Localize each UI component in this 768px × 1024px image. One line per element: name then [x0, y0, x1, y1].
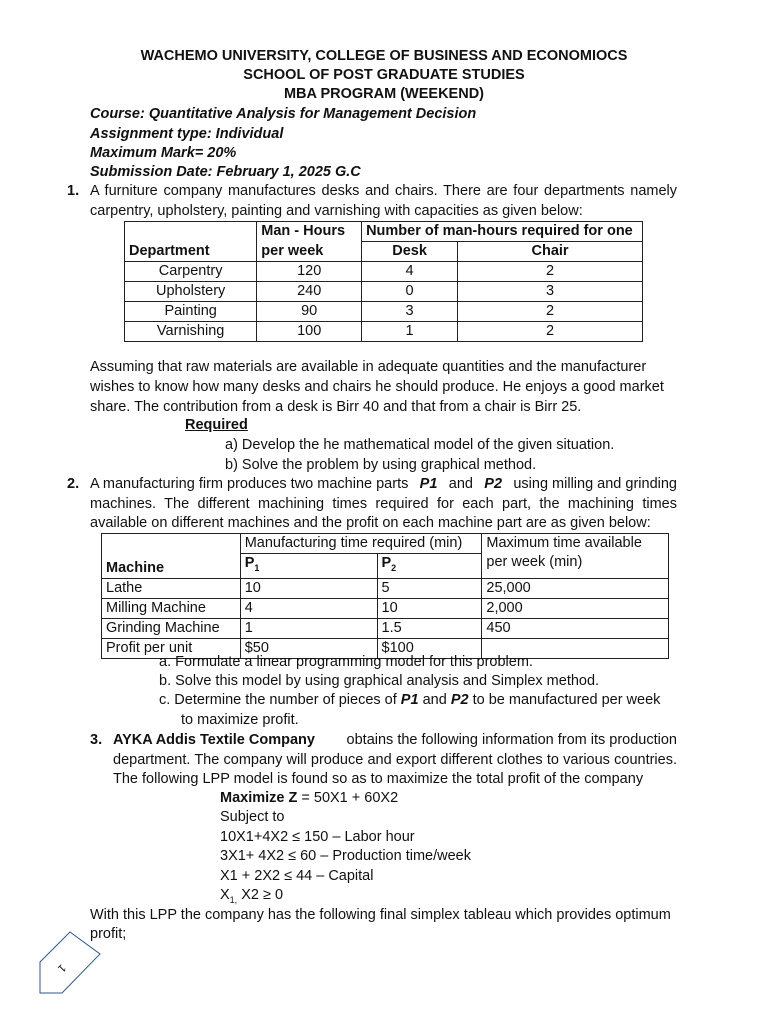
page-number-marker — [38, 930, 104, 1000]
q2-header-max-line1: Maximum time available — [486, 535, 642, 551]
q1-para-line2: wishes to know how many desks and chairs he should produce. He enjoys a good market — [90, 379, 664, 395]
q1-cell-desk: 3 — [362, 302, 458, 322]
q1-text-line2: carpentry, upholstery, painting and varnishing with capacities as given below: — [90, 203, 583, 219]
table-row — [125, 322, 643, 342]
q2-cell-p1: 10 — [240, 578, 377, 598]
table-row — [102, 618, 669, 638]
q2-cell-machine: Grinding Machine — [102, 618, 241, 638]
q2-item-c: c. Determine the number of pieces of P1 and P2 to be manufactured per week — [159, 692, 661, 708]
q2-line1-and: and — [448, 476, 473, 492]
q1-cell-desk: 0 — [362, 282, 458, 302]
q1-cell-hours: 100 — [257, 322, 362, 342]
school-title: SCHOOL OF POST GRADUATE STUDIES — [243, 67, 525, 83]
q1-cell-hours: 240 — [257, 282, 362, 302]
q3-line1-rest: obtains the following information from its production — [346, 732, 677, 748]
q1-para-line1: Assuming that raw materials are available in adequate quantities and the manufacturer — [90, 359, 647, 375]
q1-item-b: b) Solve the problem by using graphical method. — [225, 457, 537, 473]
q2-cell-p2: 1.5 — [377, 618, 482, 638]
q3-objective: Maximize Z = 50X1 + 60X2 — [220, 790, 399, 806]
q3-text-line1 — [113, 731, 677, 750]
university-title: WACHEMO UNIVERSITY, COLLEGE OF BUSINESS AND ECONOMIOCS — [140, 48, 628, 64]
assignment-type: Assignment type: Individual — [90, 126, 284, 142]
q1-cell-dept: Upholstery — [125, 282, 257, 302]
q1-item-a: a) Develop the he mathematical model of the given situation. — [225, 437, 615, 453]
q3-final-line1: With this LPP the company has the following final simplex tableau which provides optimum — [90, 907, 671, 923]
q2-header-time: Manufacturing time required (min) — [240, 534, 482, 554]
q2-cell-p2: 10 — [377, 598, 482, 618]
table-row — [125, 262, 643, 282]
q1-cell-chair: 2 — [458, 262, 643, 282]
q3-text-line3: The following LPP model is found so as to maximize the total profit of the company — [113, 771, 644, 787]
q1-text-line1: A furniture company manufactures desks and chairs. There are four departments namely — [90, 183, 677, 199]
q2-item-b: b. Solve this model by using graphical analysis and Simplex method. — [159, 673, 600, 689]
q2-header-max — [482, 534, 669, 579]
q2-machine-table — [101, 533, 669, 659]
q2-part-p2: P2 — [484, 476, 503, 492]
page-number: 1 — [55, 961, 68, 975]
q1-header-department: Department — [125, 222, 257, 262]
q1-cell-dept: Varnishing — [125, 322, 257, 342]
q2-cell-p2: 5 — [377, 578, 482, 598]
q1-header-required: Number of man-hours required for one — [362, 222, 643, 242]
q2-part-p1: P1 — [419, 476, 438, 492]
q2-line1-start: A manufacturing firm produces two machine parts — [90, 476, 409, 492]
q1-cell-hours: 90 — [257, 302, 362, 322]
table-row — [102, 578, 669, 598]
course-line: Course: Quantitative Analysis for Management Decision — [90, 106, 477, 122]
q1-header-hours: Man - Hours — [257, 222, 362, 242]
q1-para-line3: share. The contribution from a desk is Birr 40 and that from a chair is Birr 25. — [90, 399, 582, 415]
q2-c-p1: P1 — [400, 692, 419, 708]
q2-header-p2: $P_2$ — [377, 554, 482, 579]
q2-c-p2: P2 — [450, 692, 469, 708]
q1-number: 1. — [67, 183, 80, 199]
q1-cell-chair: 2 — [458, 322, 643, 342]
q2-cell-p2: $100 — [377, 638, 482, 658]
table-row — [125, 282, 643, 302]
q1-required-label: Required — [185, 417, 248, 433]
q3-final-line2: profit; — [90, 926, 127, 942]
q3-text-line2: department. The company will produce and export different clothes to various countries. — [113, 752, 677, 768]
q2-cell-machine: Milling Machine — [102, 598, 241, 618]
q1-cell-dept: Carpentry — [125, 262, 257, 282]
q2-number: 2. — [67, 476, 80, 492]
q1-header-chair: Chair — [458, 242, 643, 262]
page-corner-icon — [38, 930, 104, 996]
submission-date: Submission Date: February 1, 2025 G.C — [90, 164, 361, 180]
q2-item-a: a. Formulate a linear programming model for this problem. — [159, 654, 533, 670]
q2-item-c-line2: to maximize profit. — [181, 712, 299, 728]
q3-company-name: AYKA Addis Textile Company — [113, 732, 315, 748]
q1-cell-chair: 3 — [458, 282, 643, 302]
q3-constraint-2: 3X1+ 4X2 ≤ 60 – Production time/week — [220, 848, 471, 864]
q3-nonnegativity: $X_{1,}$ X2 ≥ 0 — [220, 887, 284, 905]
q2-header-machine: Machine — [102, 534, 241, 579]
q1-cell-desk: 4 — [362, 262, 458, 282]
q1-cell-dept: Painting — [125, 302, 257, 322]
table-row — [102, 598, 669, 618]
q2-header-p1: $P_1$ — [240, 554, 377, 579]
q3-constraint-3: X1 + 2X2 ≤ 44 – Capital — [220, 868, 374, 884]
q2-text-line2: machines. The different machining times required for each part, the machining times — [90, 496, 677, 512]
q1-cell-chair: 2 — [458, 302, 643, 322]
maximum-mark: Maximum Mark= 20% — [90, 145, 237, 161]
q2-text-line3: available on different machines and the profit on each machine part are as given below: — [90, 515, 651, 531]
q2-cell-max: 2,000 — [482, 598, 669, 618]
q3-constraint-1: 10X1+4X2 ≤ 150 – Labor hour — [220, 829, 415, 845]
q1-cell-hours: 120 — [257, 262, 362, 282]
q1-department-table — [124, 221, 643, 342]
q2-header-max-line2: per week (min) — [486, 554, 583, 570]
q2-cell-machine: Lathe — [102, 578, 241, 598]
q2-cell-max: 25,000 — [482, 578, 669, 598]
q2-text-line1 — [90, 475, 677, 494]
q2-cell-p1: 4 — [240, 598, 377, 618]
q2-cell-p1: 1 — [240, 618, 377, 638]
q3-number: 3. — [90, 732, 103, 748]
table-row — [125, 302, 643, 322]
q2-cell-max: 450 — [482, 618, 669, 638]
q3-subject-to: Subject to — [220, 809, 285, 825]
q1-header-hours-2: per week — [257, 242, 362, 262]
q2-cell-machine: Profit per unit — [102, 638, 241, 658]
q1-cell-desk: 1 — [362, 322, 458, 342]
program-title: MBA PROGRAM (WEEKEND) — [283, 86, 485, 102]
q1-header-desk: Desk — [362, 242, 458, 262]
q2-cell-p1: $50 — [240, 638, 377, 658]
q2-line1-end: using milling and grinding — [513, 476, 677, 492]
